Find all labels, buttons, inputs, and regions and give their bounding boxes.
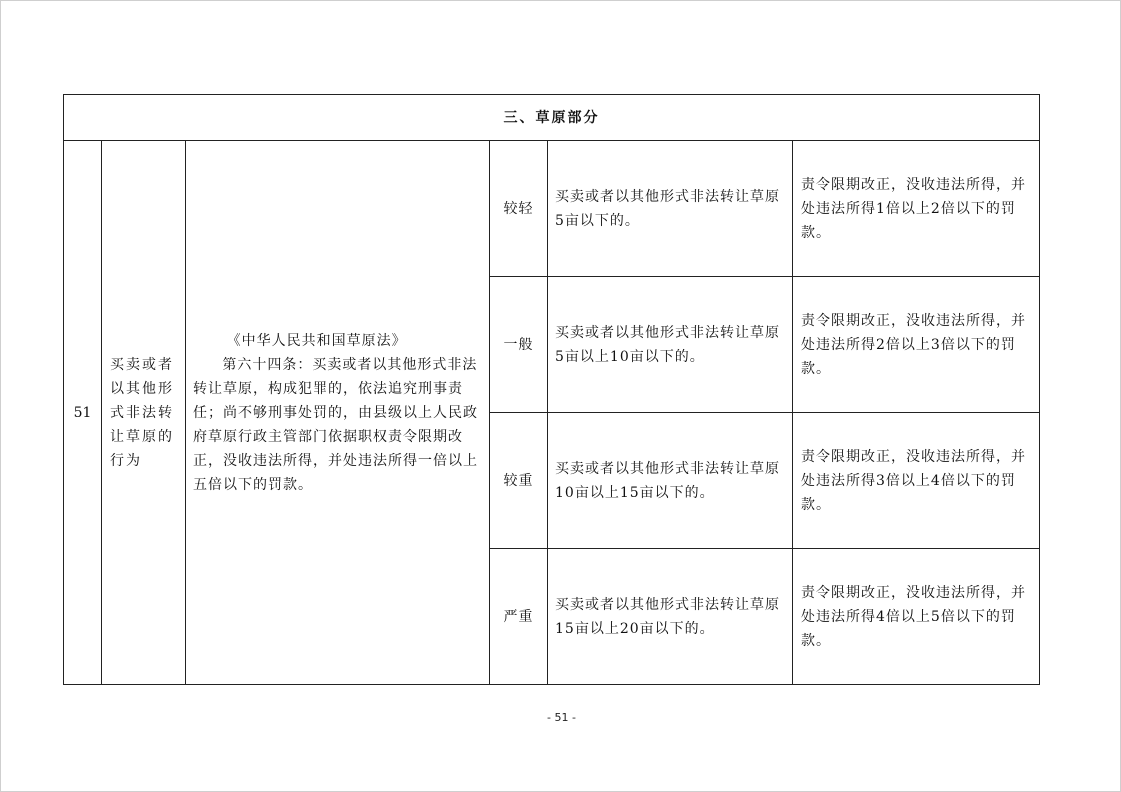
penalty-cell: 责令限期改正，没收违法所得，并处违法所得1倍以上2倍以下的罚款。 bbox=[793, 141, 1040, 277]
circumstance-cell: 买卖或者以其他形式非法转让草原5亩以上10亩以下的。 bbox=[548, 277, 793, 413]
violation-behavior: 买卖或者以其他形式非法转让草原的行为 bbox=[102, 141, 186, 685]
circumstance-cell: 买卖或者以其他形式非法转让草原15亩以上20亩以下的。 bbox=[548, 549, 793, 685]
penalty-standard-table bbox=[63, 94, 1040, 685]
section-title: 三、草原部分 bbox=[64, 95, 1040, 141]
level-label: 较重 bbox=[490, 413, 548, 549]
table-row bbox=[64, 141, 1040, 277]
level-label: 较轻 bbox=[490, 141, 548, 277]
penalty-cell: 责令限期改正，没收违法所得，并处违法所得4倍以上5倍以下的罚款。 bbox=[793, 549, 1040, 685]
level-label: 严重 bbox=[490, 549, 548, 685]
penalty-cell: 责令限期改正，没收违法所得，并处违法所得2倍以上3倍以下的罚款。 bbox=[793, 277, 1040, 413]
legal-basis-article: 第六十四条：买卖或者以其他形式非法转让草原，构成犯罪的，依法追究刑事责任；尚不够刑事处罚的，由县级以上人民政府草原行政主管部门依据职权责令限期改正，没收违法所得，并处违法所得一倍以上五倍以下的罚款。 bbox=[193, 356, 478, 493]
penalty-cell: 责令限期改正，没收违法所得，并处违法所得3倍以上4倍以下的罚款。 bbox=[793, 413, 1040, 549]
item-number: 51 bbox=[64, 141, 102, 685]
circumstance-cell: 买卖或者以其他形式非法转让草原10亩以上15亩以下的。 bbox=[548, 413, 793, 549]
page-number: - 51 - bbox=[547, 711, 576, 724]
legal-basis bbox=[186, 141, 490, 685]
level-label: 一般 bbox=[490, 277, 548, 413]
legal-basis-law: 《中华人民共和国草原法》 bbox=[226, 332, 407, 349]
circumstance-cell: 买卖或者以其他形式非法转让草原5亩以下的。 bbox=[548, 141, 793, 277]
